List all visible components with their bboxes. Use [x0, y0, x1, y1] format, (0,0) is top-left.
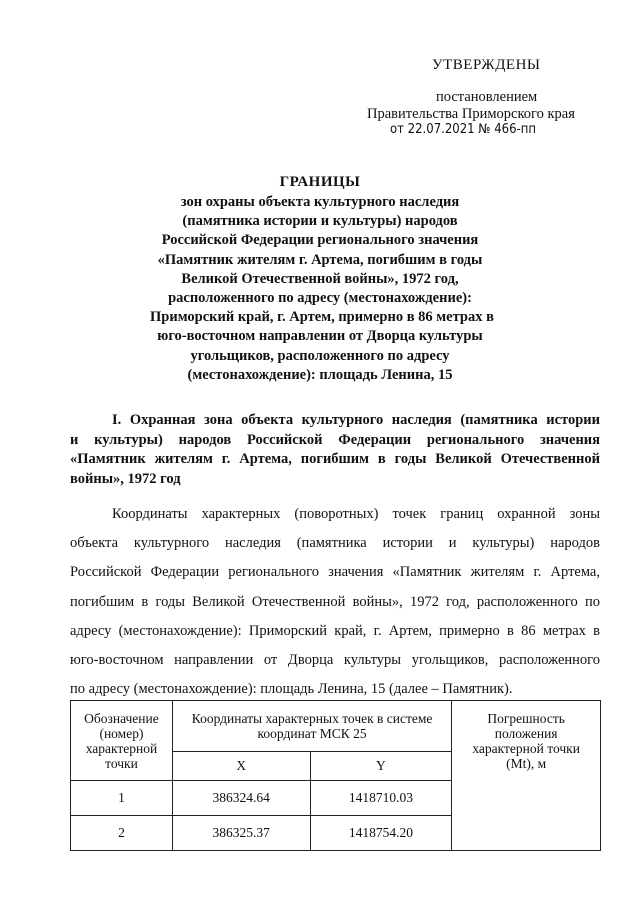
- heading-line: «Памятник жителям г. Артема, погибшим в годы: [157, 251, 483, 268]
- section-line: I. Охранная зона объекта культурного наследия (памятника истории: [112, 412, 600, 428]
- coordinates-table: [70, 700, 601, 851]
- point-number-header: Обозначение (номер) характерной точки: [71, 701, 173, 781]
- y-value: 1418710.03: [310, 781, 452, 816]
- heading-line: Приморский край, г. Артем, примерно в 86 метрах в: [150, 309, 494, 326]
- point-number: 2: [71, 816, 173, 851]
- x-header: X: [172, 752, 310, 781]
- heading-line: Российской Федерации регионального значения: [161, 232, 479, 249]
- paragraph-line: юго-восточном направлении от Дворца культуры угольщиков, расположенного: [70, 652, 600, 669]
- paragraph-line: объекта культурного наследия (памятника истории и культуры) народов: [70, 535, 600, 552]
- section-line: и культуры) народов Российской Федерации регионального значения: [70, 431, 600, 448]
- heading-line: зон охраны объекта культурного наследия: [180, 194, 460, 210]
- heading-line: угольщиков, расположенного по адресу: [190, 347, 450, 364]
- coordinates-header: Координаты характерных точек в системе координат МСК 25: [172, 701, 451, 752]
- paragraph-line: по адресу (местонахождение): площадь Ленина, 15 (далее – Памятник).: [70, 681, 513, 698]
- heading-line: расположенного по адресу (местонахождение):: [168, 290, 472, 307]
- heading-line: (местонахождение): площадь Ленина, 15: [187, 366, 453, 383]
- point-number: 1: [71, 781, 173, 816]
- approval-title: УТВЕРЖДЕНЫ: [432, 57, 541, 73]
- body-paragraph: [70, 500, 600, 704]
- section-line: войны», 1972 год: [70, 470, 181, 487]
- paragraph-line: адресу (местонахождение): Приморский край, г. Артем, примерно в 86 метрах в: [70, 622, 600, 639]
- y-value: 1418754.20: [310, 816, 452, 851]
- heading-line: юго-восточном направлении от Дворца культуры: [157, 328, 483, 345]
- heading-line: Великой Отечественной войны», 1972 год,: [181, 270, 459, 287]
- y-header: Y: [310, 752, 452, 781]
- error-header: Погрешность положения характерной точки (Mt), м: [452, 701, 601, 851]
- x-value: 386324.64: [172, 781, 310, 816]
- approval-line-3: от 22.07.2021 № 466-пп: [390, 122, 537, 137]
- heading-title: ГРАНИЦЫ: [279, 174, 361, 190]
- document-heading: [150, 173, 494, 385]
- approval-line-2: Правительства Приморского края: [367, 106, 575, 122]
- section-line: «Памятник жителям г. Артема, погибшим в годы Великой Отечественной: [70, 451, 600, 467]
- heading-line: (памятника истории и культуры) народов: [182, 213, 458, 230]
- x-value: 386325.37: [172, 816, 310, 851]
- paragraph-line: Российской Федерации регионального значения «Памятник жителям г. Артема,: [70, 564, 600, 581]
- paragraph-line: погибшим в годы Великой Отечественной войны», 1972 год, расположенного по: [70, 593, 600, 610]
- paragraph-line: Координаты характерных (поворотных) точек границ охранной зоны: [112, 506, 600, 522]
- section-heading: [70, 411, 600, 489]
- approval-line-1: постановлением: [436, 89, 538, 105]
